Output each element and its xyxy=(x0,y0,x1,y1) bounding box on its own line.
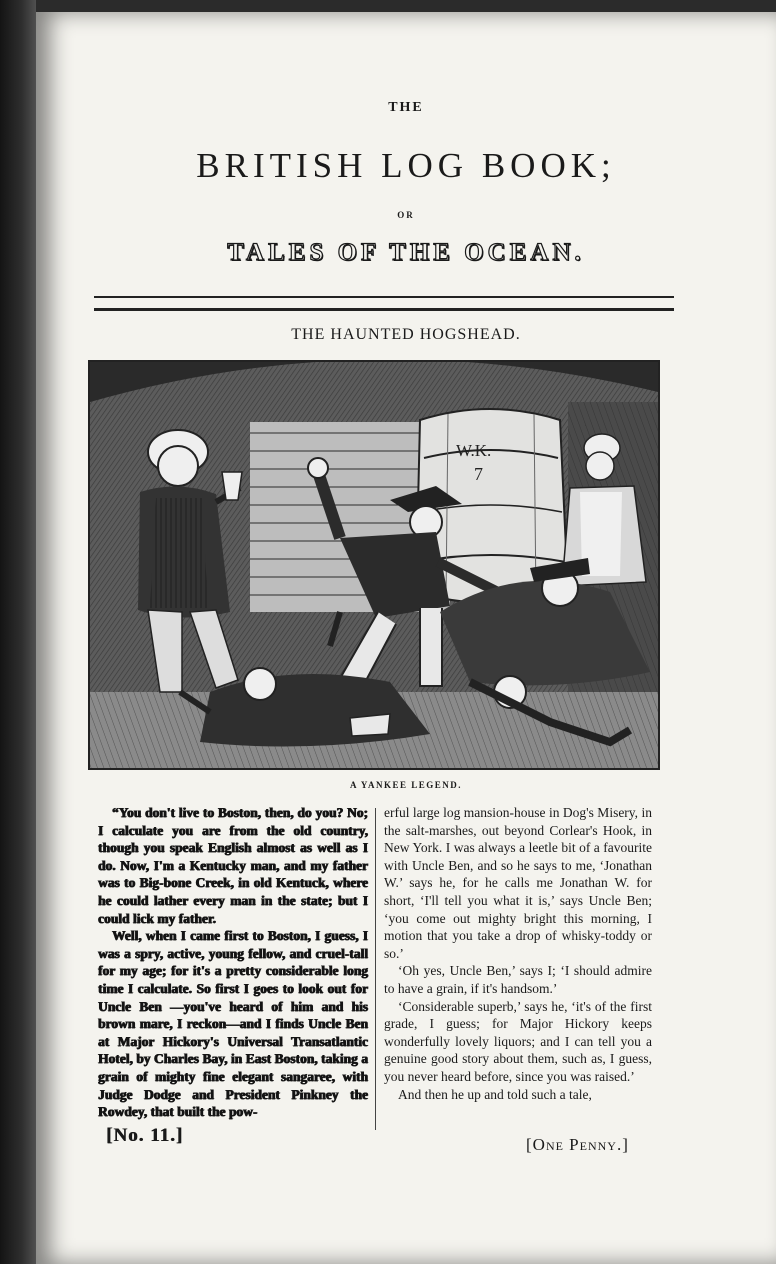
book-gutter-shadow xyxy=(0,0,36,1264)
paragraph: “You don't live to Boston, then, do you? No; I calculate you are from the old country, though you speak English almost as well as I do. Now, I'm a Kentucky man, and my father was to Big-bone Creek, in old Kentuck, where he could lather every man in the state; but I could lick my father. xyxy=(98,805,368,926)
paragraph: erful large log mansion-house in Dog's Misery, in the salt-marshes, out beyond Corlear's Hook, in New York. I was always a leetle bit of a favourite with Uncle Ben, and so he says to me, ‘Jonathan W.’ says he, for he calls me Jonathan W. for short, ‘I'll tell you what it is,’ says Uncle Ben; ‘you come out mighty bright this morning, I motion that you take a drop of whisky-toddy or so.’ xyxy=(384,805,652,961)
masthead-or: OR xyxy=(397,210,415,220)
svg-text:W.K.: W.K. xyxy=(456,441,492,460)
masthead-title: BRITISH LOG BOOK; xyxy=(196,146,616,185)
issue-number: [No. 11.] xyxy=(106,1125,184,1146)
masthead-subtitle: TALES OF THE OCEAN. xyxy=(227,239,585,266)
price-label: [One Penny.] xyxy=(526,1135,629,1154)
story-illustration xyxy=(88,360,660,770)
paragraph: And then he up and told such a tale, xyxy=(398,1086,592,1102)
column-divider xyxy=(375,808,376,1130)
paragraph: ‘Considerable superb,’ says he, ‘it's of the first grade, I guess; for Major Hickory keeps wonderfully lovely liquors; and I can tell you a genuine good story about them, such as, I guess, you never heard before, since you was raised.’ xyxy=(384,998,652,1084)
paragraph: ‘Oh yes, Uncle Ben,’ says I; ‘I should admire to have a grain, if it's handsom.’ xyxy=(384,963,652,996)
story-title: THE HAUNTED HOGSHEAD. xyxy=(291,326,521,343)
masthead-the: THE xyxy=(388,100,424,115)
paragraph: Well, when I came first to Boston, I guess, I was a spry, active, young fellow, and cruel-tall for my age; for it's a pretty considerable long time I calculate. So first I goes to look out for Uncle Ben —you've heard of him and his brown mare, I reckon—and I finds Uncle Ben at Major Hickory's Universal Transatlantic Hotel, by Charles Bay, in East Boston, taking a grain of mighty fine elegant sangaree, with Judge Dodge and President Pinkney the Rowdey, that built the pow- xyxy=(98,928,368,1120)
svg-text:7: 7 xyxy=(474,464,483,484)
document-page xyxy=(36,12,776,1264)
illustration-caption: A YANKEE LEGEND. xyxy=(349,780,463,790)
masthead-double-rule xyxy=(94,296,674,311)
text-column-left xyxy=(98,804,368,1121)
text-column-right xyxy=(384,804,652,1103)
